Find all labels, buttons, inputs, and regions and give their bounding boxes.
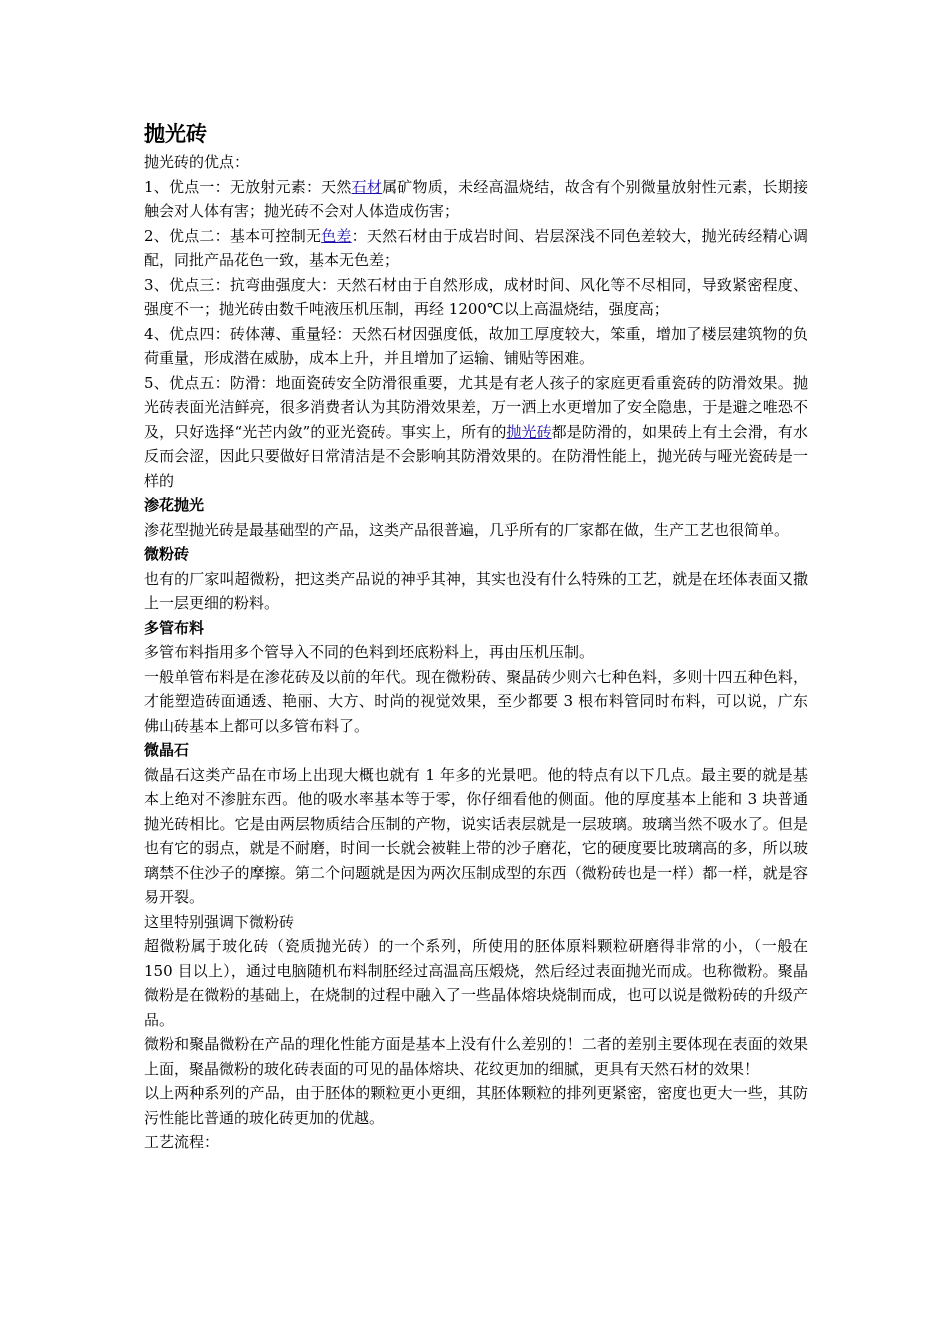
section-heading-microcrystal: 微晶石 bbox=[144, 741, 190, 759]
advantage-1-text: 1、优点一：无放射元素：天然 bbox=[144, 177, 352, 196]
advantage-2-text: 2、优点二：基本可控制无 bbox=[144, 226, 322, 245]
section-heading-multipipe: 多管布料 bbox=[144, 618, 205, 637]
intro-text: 抛光砖的优点： bbox=[144, 153, 250, 171]
advantage-5-text: 5、优点五：防滑：地面瓷砖安全防滑很重要，尤其是有老人孩子的家庭更看重瓷砖的防滑效果。抛光砖表面光洁鲜亮，很多消费者认为其防滑效果差，万一洒上水更增加了安全隐患，于是避之唯恐不及，只好选择“光芒内敛”的亚光瓷砖。事实上，所有的 bbox=[144, 373, 808, 441]
advantage-1-text-tail: 属矿物质，未经高温烧结，故含有个别微量放射性元素，长期接触会对人体有害；抛光砖不会对人体造成伤害； bbox=[144, 177, 808, 220]
document-page bbox=[144, 118, 808, 1155]
section-microcrystal-text-5: 以上两种系列的产品，由于胚体的颗粒更小更细，其胚体颗粒的排列更紧密，密度也更大一些，其防污性能比普通的玻化砖更加的优越。 bbox=[144, 1084, 808, 1127]
section-microcrystal-text-3: 超微粉属于玻化砖（瓷质抛光砖）的一个系列，所使用的胚体原料颗粒研磨得非常的小，（一般在 150 目以上），通过电脑随机布料制胚经过高温高压煅烧，然后经过表面抛光而成。也称微粉。聚晶微粉是在微粉的基础上，在烧制的过程中融入了一些晶体熔块烧制而成，也可以说是微粉砖的升级产品。 bbox=[144, 937, 808, 1029]
link-color-difference[interactable]: 色差 bbox=[321, 226, 352, 245]
section-microcrystal-text-1: 微晶石这类产品在市场上出现大概也就有 1 年多的光景吧。他的特点有以下几点。最主要的就是基本上绝对不渗脏东西。他的吸水率基本等于零，你仔细看他的侧面。他的厚度基本上能和 3 块普通抛光砖相比。它是由两层物质结合压制的产物，说实话表层就是一层玻璃。玻璃当然不吸水了。但是也有它的弱点，就是不耐磨，时间一长就会被鞋上带的沙子磨花，它的硬度要比玻璃高的多，所以玻璃禁不住沙子的摩擦。第二个问题就是因为两次压制成型的东西（微粉砖也是一样）都一样，就是容易开裂。 bbox=[144, 765, 808, 906]
advantage-5 bbox=[144, 371, 808, 494]
advantage-3: 3、优点三：抗弯曲强度大：天然石材由于自然形成，成材时间、风化等不尽相同，导致紧密程度、强度不一；抛光砖由数千吨液压机压制，再经 1200℃以上高温烧结，强度高； bbox=[144, 275, 808, 318]
section-micropowder-text: 也有的厂家叫超微粉，把这类产品说的神乎其神，其实也没有什么特殊的工艺，就是在坯体表面又撒上一层更细的粉料。 bbox=[144, 569, 808, 612]
section-multipipe-text-1: 多管布料指用多个管导入不同的色料到坯底粉料上，再由压机压制。 bbox=[144, 643, 595, 661]
advantage-1 bbox=[144, 175, 808, 224]
section-microcrystal-text-4: 微粉和聚晶微粉在产品的理化性能方面是基本上没有什么差别的！二者的差别主要体现在表面的效果上面，聚晶微粉的玻化砖表面的可见的晶体熔块、花纹更加的细腻，更具有天然石材的效果！ bbox=[144, 1035, 808, 1078]
section-heading-infiltrated: 渗花抛光 bbox=[144, 496, 205, 514]
section-heading-micropowder: 微粉砖 bbox=[144, 545, 190, 563]
section-multipipe-text-2: 一般单管布料是在渗花砖及以前的年代。现在微粉砖、聚晶砖少则六七种色料，多则十四五种色料，才能塑造砖面通透、艳丽、大方、时尚的视觉效果，至少都要 3 根布料管同时布料，可以说，广东佛山砖基本上都可以多管布料了。 bbox=[144, 667, 808, 735]
link-stone[interactable]: 石材 bbox=[351, 177, 383, 196]
page-title: 抛光砖 bbox=[144, 122, 207, 146]
advantage-4: 4、优点四：砖体薄、重量轻：天然石材因强度低，故加工厚度较大，笨重，增加了楼层建筑物的负荷重量，形成潜在威胁，成本上升，并且增加了运输、铺贴等困难。 bbox=[144, 324, 808, 367]
section-microcrystal-text-2: 这里特别强调下微粉砖 bbox=[144, 912, 295, 931]
advantage-2 bbox=[144, 224, 808, 273]
link-polished-tile[interactable]: 抛光砖 bbox=[506, 422, 552, 441]
section-infiltrated-text: 渗花型抛光砖是最基础型的产品，这类产品很普遍，几乎所有的厂家都在做，生产工艺也很简单。 bbox=[144, 520, 790, 539]
process-label: 工艺流程： bbox=[144, 1133, 220, 1151]
advantage-2-text-tail: ：天然石材由于成岩时间、岩层深浅不同色差较大，抛光砖经精心调配，同批产品花色一致，基本无色差； bbox=[144, 226, 808, 269]
advantage-5-text-tail: 都是防滑的，如果砖上有土会滑，有水反而会涩，因此只要做好日常清洁是不会影响其防滑效果的。在防滑性能上，抛光砖与哑光瓷砖是一样的 bbox=[144, 422, 808, 490]
